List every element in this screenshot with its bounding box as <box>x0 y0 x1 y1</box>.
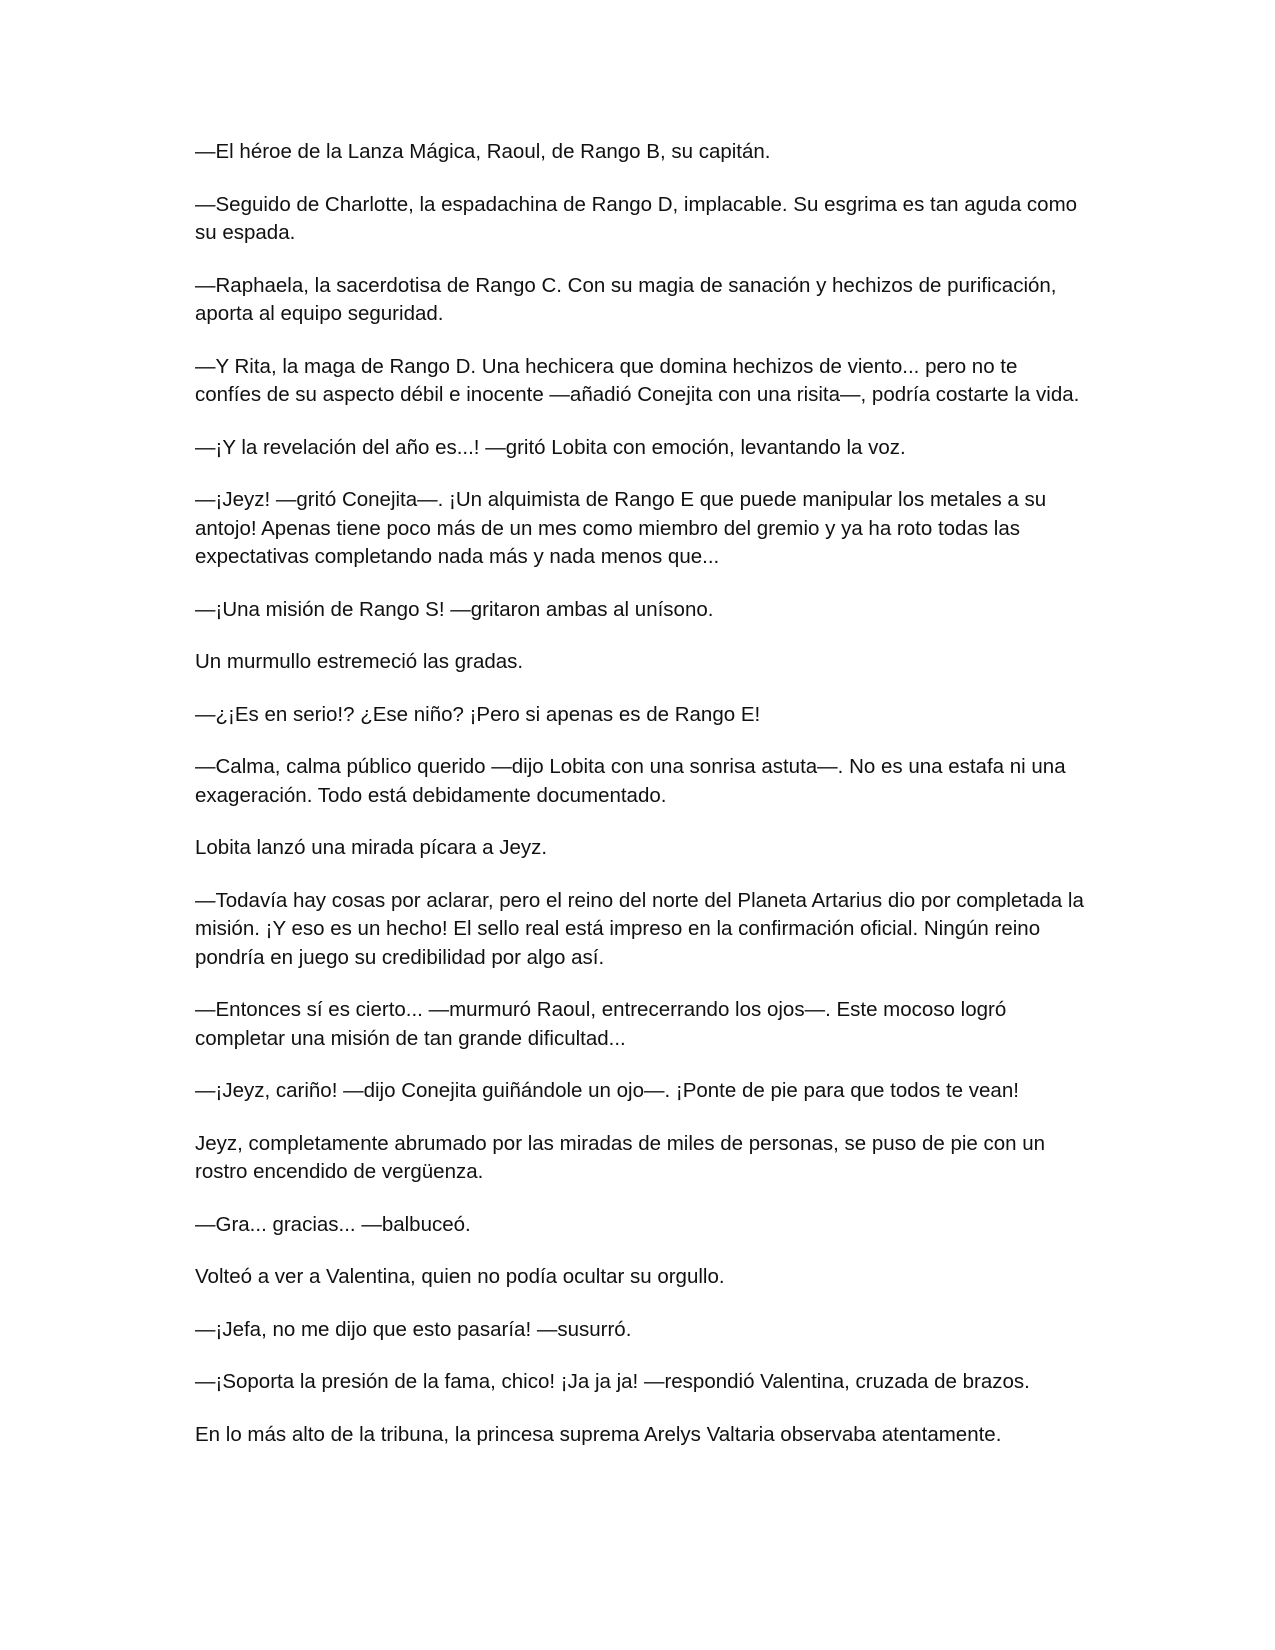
paragraph: —¿¡Es en serio!? ¿Ese niño? ¡Pero si apenas es de Rango E! <box>195 702 761 726</box>
paragraph: —Entonces sí es cierto... —murmuró Raoul, entrecerrando los ojos—. Este mocoso logró completar una misión de tan grande dificultad... <box>195 998 1007 1050</box>
paragraph: —Seguido de Charlotte, la espadachina de Rango D, implacable. Su esgrima es tan aguda como su espada. <box>195 192 1078 244</box>
paragraph: —Raphaela, la sacerdotisa de Rango C. Con su magia de sanación y hechizos de purificación, aporta al equipo seguridad. <box>195 273 1057 325</box>
paragraph: Lobita lanzó una mirada pícara a Jeyz. <box>195 836 548 859</box>
paragraph: —¡Y la revelación del año es...! —gritó Lobita con emoción, levantando la voz. <box>195 435 906 459</box>
paragraph: —El héroe de la Lanza Mágica, Raoul, de Rango B, su capitán. <box>195 140 771 163</box>
paragraph: En lo más alto de la tribuna, la princesa suprema Arelys Valtaria observaba atentamente. <box>195 1422 1002 1446</box>
paragraph: —Todavía hay cosas por aclarar, pero el reino del norte del Planeta Artarius dio por completada la misión. ¡Y eso es un hecho! El sello real está impreso en la confirmación oficial. Ningún reino pondría en juego su credibilidad por algo así. <box>195 888 1084 969</box>
paragraph: —¡Jeyz, cariño! —dijo Conejita guiñándole un ojo—. ¡Ponte de pie para que todos te vean! <box>195 1079 1019 1102</box>
paragraph: —Calma, calma público querido —dijo Lobita con una sonrisa astuta—. No es una estafa ni una exageración. Todo está debidamente documentado. <box>195 755 1066 807</box>
paragraph: —¡Soporta la presión de la fama, chico! ¡Ja ja ja! —respondió Valentina, cruzada de brazos. <box>195 1370 1030 1393</box>
paragraph: —¡Jeyz! —gritó Conejita—. ¡Un alquimista de Rango E que puede manipular los metales a su antojo! Apenas tiene poco más de un mes como miembro del gremio y ya ha roto todas las expectativas completando nada más y nada menos que... <box>195 488 1047 568</box>
paragraph: Jeyz, completamente abrumado por las miradas de miles de personas, se puso de pie con un rostro encendido de vergüenza. <box>195 1131 1046 1183</box>
paragraph: —¡Una misión de Rango S! —gritaron ambas al unísono. <box>195 597 714 621</box>
paragraph: Volteó a ver a Valentina, quien no podía ocultar su orgullo. <box>195 1265 725 1288</box>
paragraph: Un murmullo estremeció las gradas. <box>195 650 524 673</box>
paragraph: —Gra... gracias... —balbuceó. <box>195 1212 471 1236</box>
paragraph: —Y Rita, la maga de Rango D. Una hechicera que domina hechizos de viento... pero no te confíes de su aspecto débil e inocente —añadió Conejita con una risita—, podría costarte la vida. <box>195 354 1080 406</box>
document-page <box>195 138 1085 1473</box>
paragraph: —¡Jefa, no me dijo que esto pasaría! —susurró. <box>195 1317 632 1341</box>
